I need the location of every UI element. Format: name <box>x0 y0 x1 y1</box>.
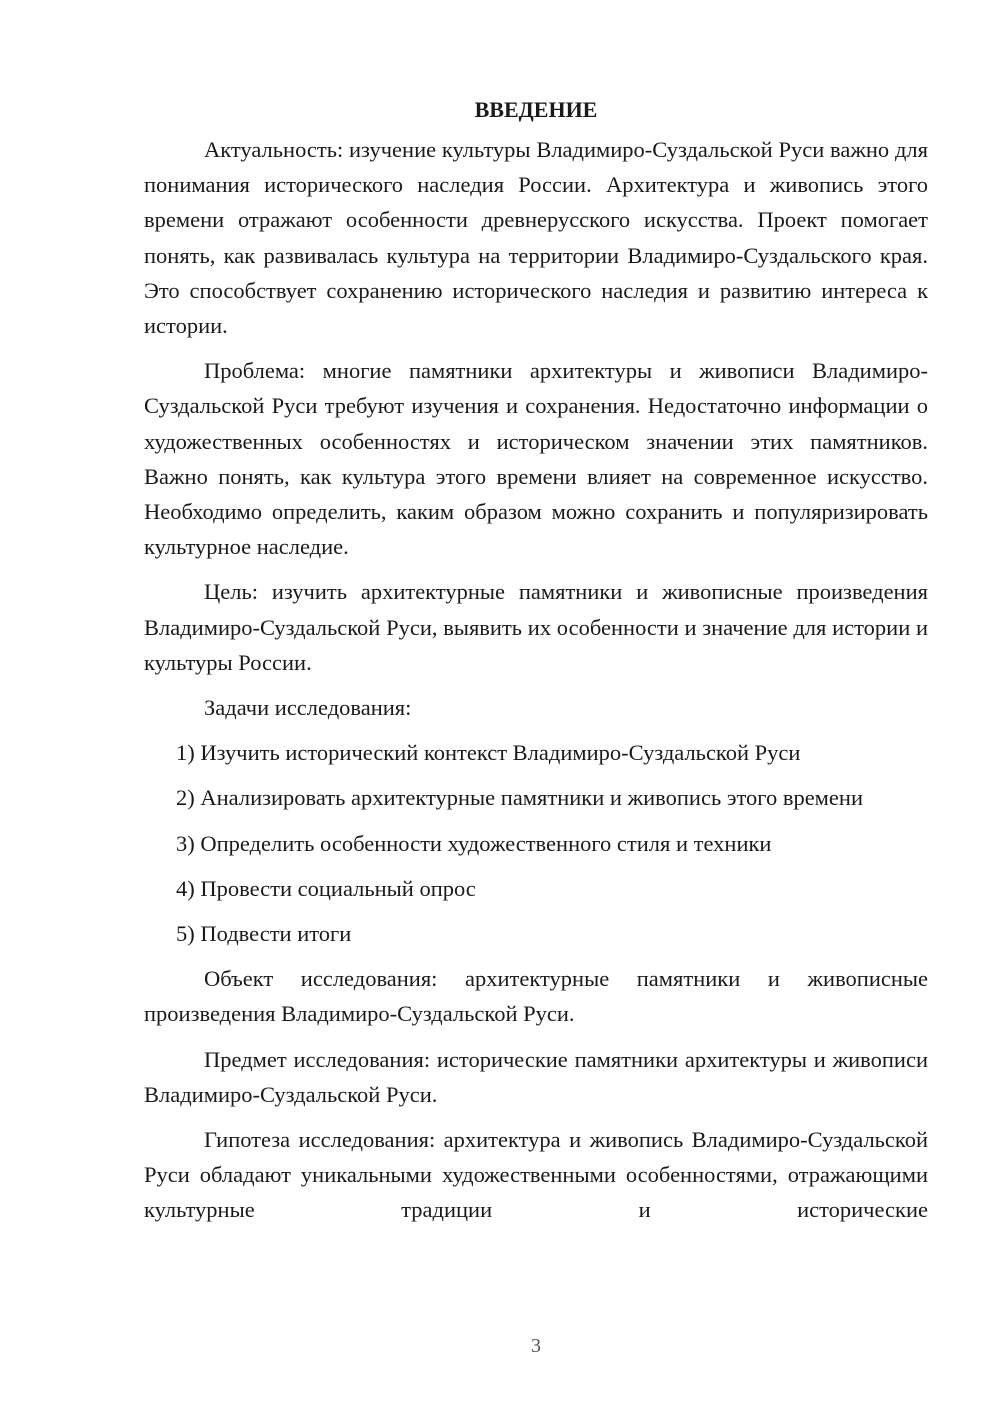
task-item-3: 3) Определить особенности художественного стиля и техники <box>176 830 772 856</box>
object-paragraph: Объект исследования: архитектурные памятники и живописные произведения Владимиро-Суздальской Руси. <box>144 966 928 1027</box>
page-number: 3 <box>531 1335 541 1357</box>
task-item-5: 5) Подвести итоги <box>176 921 352 947</box>
goal-paragraph: Цель: изучить архитектурные памятники и живописные произведения Владимиро-Суздальской Руси, выявить их особенности и значение для истории и культуры России. <box>144 579 928 675</box>
task-item-2: 2) Анализировать архитектурные памятники и живопись этого времени <box>176 785 863 811</box>
relevance-paragraph: Актуальность: изучение культуры Владимиро-Суздальской Руси важно для понимания исторического наследия России. Архитектура и живопись этого времени отражают особенности древнерусского искусства. Проект помогает понять, как развивалась культура на территории Владимиро-Суздальского края. Это способствует сохранению исторического наследия и развитию интереса к истории. <box>144 137 928 339</box>
problem-paragraph: Проблема: многие памятники архитектуры и живописи Владимиро-Суздальской Руси требуют изучения и сохранения. Недостаточно информации о художественных особенностях и историческом значении этих памятников. Важно понять, как культура этого времени влияет на современное искусство. Необходимо определить, каким образом можно сохранить и популяризировать культурное наследие. <box>144 358 928 560</box>
page-title: ВВЕДЕНИЕ <box>474 97 598 122</box>
tasks-heading: Задачи исследования: <box>204 695 412 721</box>
task-item-1: 1) Изучить исторический контекст Владимиро-Суздальской Руси <box>176 740 801 766</box>
task-item-4: 4) Провести социальный опрос <box>176 875 476 901</box>
subject-paragraph: Предмет исследования: исторические памятники архитектуры и живописи Владимиро-Суздальской Руси. <box>144 1046 928 1107</box>
document-page <box>144 92 928 1238</box>
hypothesis-paragraph: Гипотеза исследования: архитектура и живопись Владимиро-Суздальской Руси обладают уникальными художественными особенностями, отражающими культурные традиции и исторические <box>144 1127 928 1223</box>
